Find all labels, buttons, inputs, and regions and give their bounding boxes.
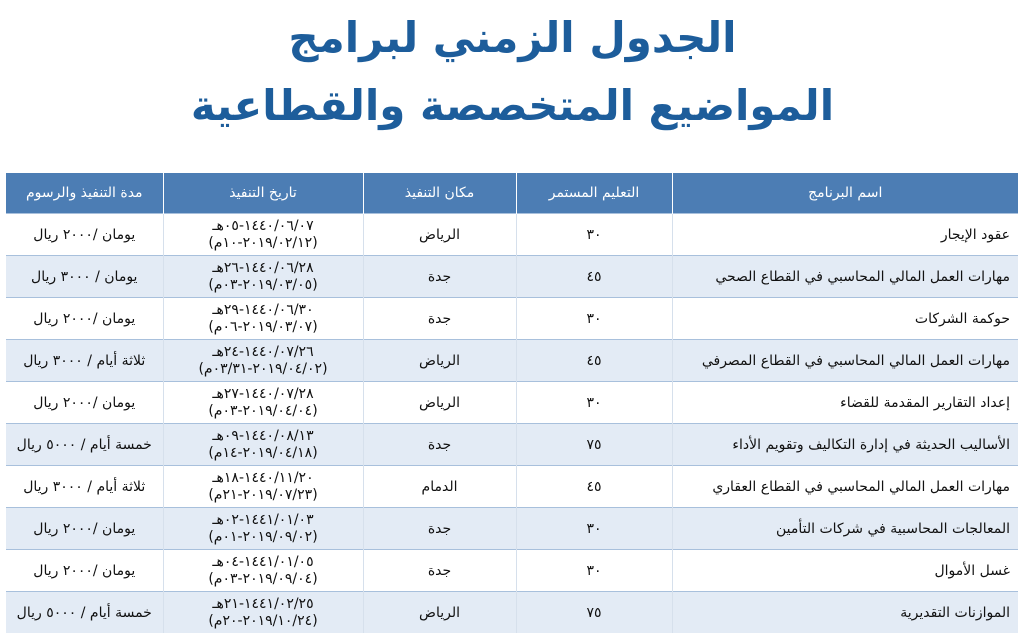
date-hijri: ١٤٤٠/١١/٢٠-١٨هـ: [212, 469, 314, 486]
duration-fee-cell: يومان /٢٠٠٠ ريال: [6, 508, 163, 550]
table-row: [6, 340, 1018, 382]
date-cell: [163, 214, 363, 256]
program-name-cell: مهارات العمل المالي المحاسبي في القطاع العقاري: [672, 466, 1018, 508]
date-hijri: ١٤٤٠/٠٦/٢٨-٢٦هـ: [212, 259, 314, 276]
date-cell: [163, 382, 363, 424]
date-hijri: ١٤٤٠/٠٦/٠٧-٠٥هـ: [212, 217, 314, 234]
duration-fee-cell: ثلاثة أيام / ٣٠٠٠ ريال: [6, 466, 163, 508]
date-hijri: ١٤٤١/٠٢/٢٥-٢١هـ: [212, 595, 314, 612]
header-venue: مكان التنفيذ: [363, 173, 516, 214]
date-hijri: ١٤٤٠/٠٧/٢٨-٢٧هـ: [212, 385, 314, 402]
date-cell: [163, 508, 363, 550]
duration-fee-cell: يومان / ٣٠٠٠ ريال: [6, 256, 163, 298]
continuing-education-cell: ٣٠: [516, 298, 672, 340]
continuing-education-cell: ٣٠: [516, 550, 672, 592]
schedule-table: [6, 173, 1018, 633]
table-row: [6, 214, 1018, 256]
continuing-education-cell: ٧٥: [516, 424, 672, 466]
venue-cell: الرياض: [363, 382, 516, 424]
header-duration-fees: مدة التنفيذ والرسوم: [6, 173, 163, 214]
venue-cell: جدة: [363, 298, 516, 340]
duration-fee-cell: يومان /٢٠٠٠ ريال: [6, 298, 163, 340]
table-row: [6, 550, 1018, 592]
date-gregorian: (٢٠١٩/٠٣/٠٥-٠٣م): [208, 276, 318, 293]
date-hijri: ١٤٤٠/٠٧/٢٦-٢٤هـ: [212, 343, 314, 360]
date-hijri: ١٤٤١/٠١/٠٥-٠٤هـ: [212, 553, 314, 570]
date-gregorian: (٢٠١٩/٠٧/٢٣-٢١م): [208, 486, 318, 503]
program-name-cell: حوكمة الشركات: [672, 298, 1018, 340]
table-row: [6, 382, 1018, 424]
date-gregorian: (٢٠١٩/٠٤/١٨-١٤م): [208, 444, 318, 461]
table-row: [6, 424, 1018, 466]
venue-cell: الرياض: [363, 214, 516, 256]
date-gregorian: (٢٠١٩/١٠/٢٤-٢٠م): [208, 612, 318, 629]
duration-fee-cell: يومان /٢٠٠٠ ريال: [6, 550, 163, 592]
continuing-education-cell: ٧٥: [516, 592, 672, 633]
continuing-education-cell: ٣٠: [516, 508, 672, 550]
duration-fee-cell: خمسة أيام / ٥٠٠٠ ريال: [6, 592, 163, 633]
table-header-row: [6, 173, 1018, 214]
date-cell: [163, 340, 363, 382]
program-name-cell: إعداد التقارير المقدمة للقضاء: [672, 382, 1018, 424]
date-cell: [163, 466, 363, 508]
continuing-education-cell: ٣٠: [516, 382, 672, 424]
date-hijri: ١٤٤٠/٠٨/١٣-٠٩هـ: [212, 427, 314, 444]
page-subtitle: المواضيع المتخصصة والقطاعية: [190, 81, 835, 130]
date-hijri: ١٤٤٠/٠٦/٣٠-٢٩هـ: [212, 301, 314, 318]
venue-cell: الدمام: [363, 466, 516, 508]
date-gregorian: (٢٠١٩/٠٤/٠٢-٠٣/٣١م): [198, 360, 328, 377]
continuing-education-cell: ٤٥: [516, 466, 672, 508]
table-row: [6, 508, 1018, 550]
date-gregorian: (٢٠١٩/٠٩/٠٤-٠٣م): [208, 570, 318, 587]
table-row: [6, 592, 1018, 633]
date-cell: [163, 298, 363, 340]
venue-cell: جدة: [363, 256, 516, 298]
venue-cell: جدة: [363, 424, 516, 466]
date-cell: [163, 256, 363, 298]
venue-cell: الرياض: [363, 340, 516, 382]
program-name-cell: المعالجات المحاسبية في شركات التأمين: [672, 508, 1018, 550]
date-hijri: ١٤٤١/٠١/٠٣-٠٢هـ: [212, 511, 314, 528]
program-name-cell: مهارات العمل المالي المحاسبي في القطاع الصحي: [672, 256, 1018, 298]
duration-fee-cell: خمسة أيام / ٥٠٠٠ ريال: [6, 424, 163, 466]
date-gregorian: (٢٠١٩/٠٤/٠٤-٠٣م): [208, 402, 318, 419]
table-row: [6, 466, 1018, 508]
date-gregorian: (٢٠١٩/٠٢/١٢-١٠م): [208, 234, 318, 251]
duration-fee-cell: ثلاثة أيام / ٣٠٠٠ ريال: [6, 340, 163, 382]
venue-cell: جدة: [363, 508, 516, 550]
table-row: [6, 298, 1018, 340]
continuing-education-cell: ٤٥: [516, 256, 672, 298]
program-name-cell: مهارات العمل المالي المحاسبي في القطاع المصرفي: [672, 340, 1018, 382]
table-row: [6, 256, 1018, 298]
venue-cell: جدة: [363, 550, 516, 592]
program-name-cell: الموازنات التقديرية: [672, 592, 1018, 633]
page-title: الجدول الزمني لبرامج: [288, 13, 737, 62]
continuing-education-cell: ٣٠: [516, 214, 672, 256]
date-cell: [163, 424, 363, 466]
date-gregorian: (٢٠١٩/٠٩/٠٢-٠١م): [208, 528, 318, 545]
header-date: تاريخ التنفيذ: [163, 173, 363, 214]
date-gregorian: (٢٠١٩/٠٣/٠٧-٠٦م): [208, 318, 318, 335]
date-cell: [163, 550, 363, 592]
header-continuing-education: التعليم المستمر: [516, 173, 672, 214]
date-cell: [163, 592, 363, 633]
duration-fee-cell: يومان /٢٠٠٠ ريال: [6, 382, 163, 424]
duration-fee-cell: يومان /٢٠٠٠ ريال: [6, 214, 163, 256]
program-name-cell: غسل الأموال: [672, 550, 1018, 592]
program-name-cell: الأساليب الحديثة في إدارة التكاليف وتقويم الأداء: [672, 424, 1018, 466]
continuing-education-cell: ٤٥: [516, 340, 672, 382]
program-name-cell: عقود الإيجار: [672, 214, 1018, 256]
header-program-name: اسم البرنامج: [672, 173, 1018, 214]
venue-cell: الرياض: [363, 592, 516, 633]
